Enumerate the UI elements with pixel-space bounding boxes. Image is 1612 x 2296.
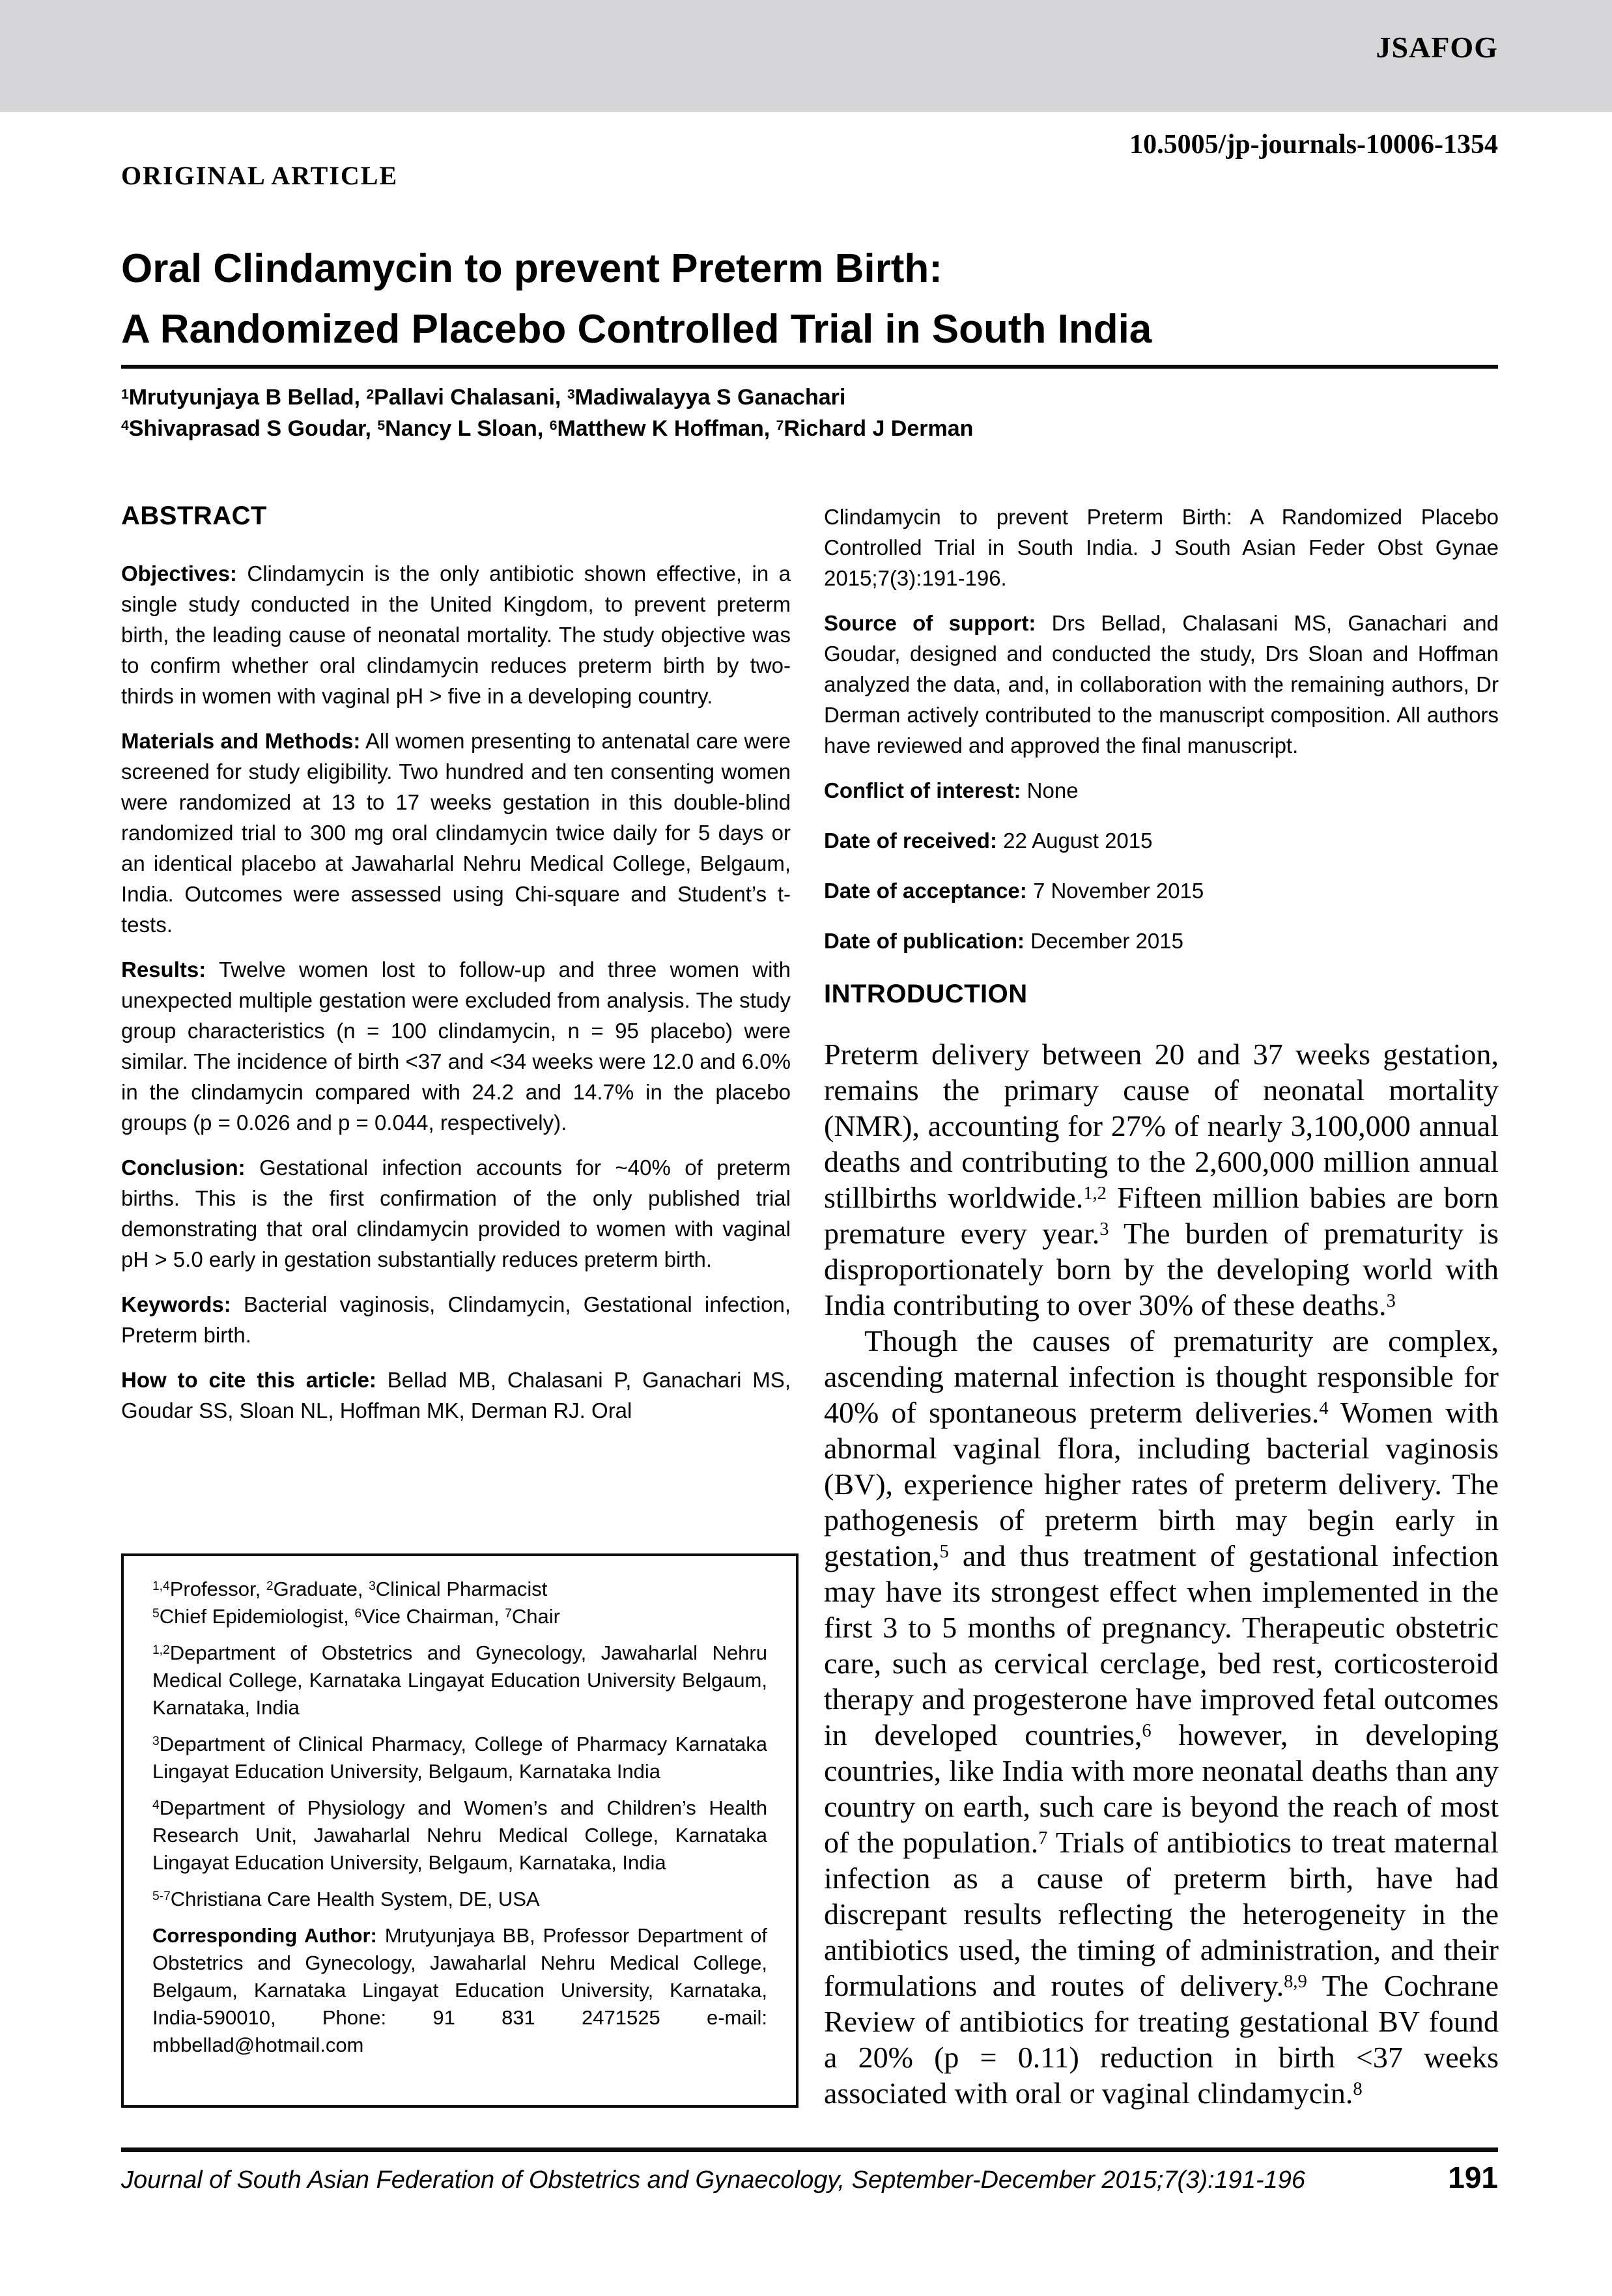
how-to-cite-text: Bellad MB, Chalasani P, Ganachari MS, Goudar SS, Sloan NL, Hoffman MK, Derman RJ. Oral: [121, 1368, 791, 1423]
author-list: [121, 382, 1498, 444]
date-acceptance-text: 7 November 2015: [1026, 879, 1204, 903]
abstract-results-label: Results:: [121, 957, 206, 982]
abstract-conclusion: [121, 1152, 791, 1275]
abstract-objectives: [121, 558, 791, 711]
abstract-materials-label: Materials and Methods:: [121, 729, 361, 753]
affiliation-1: $^{1,2}$Department of Obstetrics and Gynecology, Jawaharlal Nehru Medical College, Karnataka Lingayat Education University Belgaum, Karnataka, India: [152, 1641, 767, 1719]
header-band: [0, 0, 1612, 112]
article-title: [121, 238, 1498, 360]
conflict-of-interest: [824, 775, 1499, 806]
abstract-materials: [121, 726, 791, 940]
abstract-heading: ABSTRACT: [121, 502, 267, 530]
date-received-label: Date of received:: [824, 829, 997, 853]
abstract-materials-text: All women presenting to antenatal care were screened for study eligibility. Two hundred and ten consenting women were randomized at 13 to 17 weeks gestation in this double-blind randomized trial to 300 mg oral clindamycin twice daily for 5 days or an identical placebo at Jawaharlal Nehru Medical College, Belgaum, India. Outcomes were assessed using Chi-square and Student’s t-tests.: [121, 729, 791, 937]
date-received: [824, 825, 1499, 856]
affiliation-4: $^{5-7}$Christiana Care Health System, DE, USA: [152, 1888, 540, 1910]
conflict-label: Conflict of interest:: [824, 778, 1021, 802]
abstract-conclusion-label: Conclusion:: [121, 1155, 246, 1180]
date-received-text: 22 August 2015: [997, 829, 1153, 853]
abstract-keywords-text: Bacterial vaginosis, Clindamycin, Gestational infection, Preterm birth.: [121, 1292, 791, 1347]
how-to-cite: [121, 1365, 791, 1426]
doi-number: 10.5005/jp-journals-10006-1354: [1129, 130, 1498, 160]
journal-logo: JSAFOG: [1376, 31, 1498, 64]
affiliation-3: $^4$Department of Physiology and Women’s and Children’s Health Research Unit, Jawaharlal Nehru Medical College, Karnataka Lingayat Education University, Belgaum, Karnataka, India: [152, 1796, 767, 1874]
abstract-keywords-label: Keywords:: [121, 1292, 231, 1316]
left-column: [121, 502, 791, 1440]
source-of-support-label: Source of support:: [824, 611, 1036, 635]
title-divider-rule: [121, 365, 1498, 369]
introduction-heading: INTRODUCTION: [824, 980, 1028, 1008]
abstract-objectives-text: Clindamycin is the only antibiotic shown effective, in a single study conducted in the United Kingdom, to prevent preterm birth, the leading cause of neonatal mortality. The study objective was to confirm whether oral clindamycin reduces preterm birth by two-thirds in women with vaginal pH > five in a developing country.: [121, 561, 791, 708]
page-footer: [121, 2160, 1498, 2195]
corresponding-author: Corresponding Author: Mrutyunjaya BB, Professor Department of Obstetrics and Gynecology, Jawaharlal Nehru Medical College, Belgaum, Karnataka Lingayat Education University, Karnataka, India-590010, Phone: 91 831 2471525 e-mail: mbbellad@hotmail.com: [152, 1924, 768, 2056]
introduction-paragraph-2: Though the causes of prematurity are complex, ascending maternal infection is thought responsible for 40% of spontaneous preterm deliveries.$^4$ Women with abnormal vaginal flora, including bacterial vaginosis (BV), experience higher rates of preterm delivery. The pathogenesis of preterm birth may begin early in gestation,$^5$ and thus treatment of gestational infection may have its strongest effect when implemented in the first 3 to 5 months of pregnancy. Therapeutic obstetric care, such as cervical cerclage, bed rest, corticosteroid therapy and progesterone have improved fetal outcomes in developed countries,$^6$ however, in developing countries, like India with more neonatal deaths than any country on earth, such care is beyond the reach of most of the population.$^7$ Trials of antibiotics to treat maternal infection as a cause of preterm birth, have had discrepant results reflecting the heterogeneity in the antibiotics used, the timing of administration, and their formulations and routes of delivery.$^{8,9}$ The Cochrane Review of antibiotics for treating gestational BV found a 20% (p = 0.11) reduction in birth <37 weeks associated with oral or vaginal clindamycin.$^8$: [824, 1324, 1499, 2110]
abstract-results: [121, 954, 791, 1138]
date-acceptance: [824, 875, 1499, 906]
abstract-results-text: Twelve women lost to follow-up and three women with unexpected multiple gestation were excluded from analysis. The study group characteristics (n = 100 clindamycin, n = 95 placebo) were similar. The incidence of birth <37 and <34 weeks were 12.0 and 6.0% in the clindamycin compared with 24.2 and 14.7% in the placebo groups (p = 0.026 and p = 0.044, respectively).: [121, 957, 791, 1135]
abstract-conclusion-text: Gestational infection accounts for ~40% of preterm births. This is the first confirmation of the only published trial demonstrating that oral clindamycin provided to women with vaginal pH > 5.0 early in gestation substantially reduces preterm birth.: [121, 1155, 791, 1271]
source-of-support-text: Drs Bellad, Chalasani MS, Ganachari and Goudar, designed and conducted the study, Drs Sloan and Hoffman analyzed the data, and, in collaboration with the remaining authors, Dr Derman actively contributed to the manuscript composition. All authors have reviewed and approved the final manuscript.: [824, 611, 1499, 758]
date-publication-label: Date of publication:: [824, 929, 1025, 953]
how-to-cite-label: How to cite this article:: [121, 1368, 376, 1392]
article-type-label: ORIGINAL ARTICLE: [121, 161, 399, 190]
conflict-text: None: [1021, 778, 1079, 802]
article-title-line1: Oral Clindamycin to prevent Preterm Birth:: [121, 246, 942, 291]
affiliation-2: $^3$Department of Clinical Pharmacy, College of Pharmacy Karnataka Lingayat Education University, Belgaum, Karnataka India: [152, 1733, 767, 1783]
affiliations-box: [121, 1553, 799, 2108]
author-line-2: $^4$Shivaprasad S Goudar, $^5$Nancy L Sloan, $^6$Matthew K Hoffman, $^7$Richard J Derman: [121, 416, 974, 441]
right-column: [824, 502, 1499, 2111]
date-publication-text: December 2015: [1025, 929, 1183, 953]
footer-journal-citation: Journal of South Asian Federation of Obstetrics and Gynaecology, September-December 2015;7(3):191-196: [121, 2166, 1306, 2194]
author-line-1: $^1$Mrutyunjaya B Bellad, $^2$Pallavi Chalasani, $^3$Madiwalayya S Ganachari: [121, 385, 846, 410]
page-number: 191: [1448, 2161, 1498, 2194]
author-roles: [152, 1576, 767, 1630]
article-title-line2: A Randomized Placebo Controlled Trial in South India: [121, 307, 1152, 352]
date-publication: [824, 926, 1499, 956]
abstract-objectives-label: Objectives:: [121, 561, 237, 586]
date-acceptance-label: Date of acceptance:: [824, 879, 1027, 903]
author-roles-line1: $^{1,4}$Professor, $^2$Graduate, $^3$Clinical Pharmacist: [152, 1578, 548, 1600]
abstract-keywords: [121, 1289, 791, 1350]
source-of-support: [824, 608, 1499, 761]
footer-divider-rule: [121, 2147, 1498, 2152]
citation-continuation: Clindamycin to prevent Preterm Birth: A Randomized Placebo Controlled Trial in South India. J South Asian Feder Obst Gynae 2015;7(3):191-196.: [824, 505, 1499, 590]
introduction-paragraph-1: Preterm delivery between 20 and 37 weeks gestation, remains the primary cause of neonatal mortality (NMR), accounting for 27% of nearly 3,100,000 annual deaths and contributing to the 2,600,000 million annual stillbirths worldwide.$^{1,2}$ Fifteen million babies are born premature every year.$^3$ The burden of prematurity is disproportionately born by the developing world with India contributing to over 30% of these deaths.$^3$: [824, 1038, 1499, 1322]
author-roles-line2: $^5$Chief Epidemiologist, $^6$Vice Chairman, $^7$Chair: [152, 1605, 560, 1628]
